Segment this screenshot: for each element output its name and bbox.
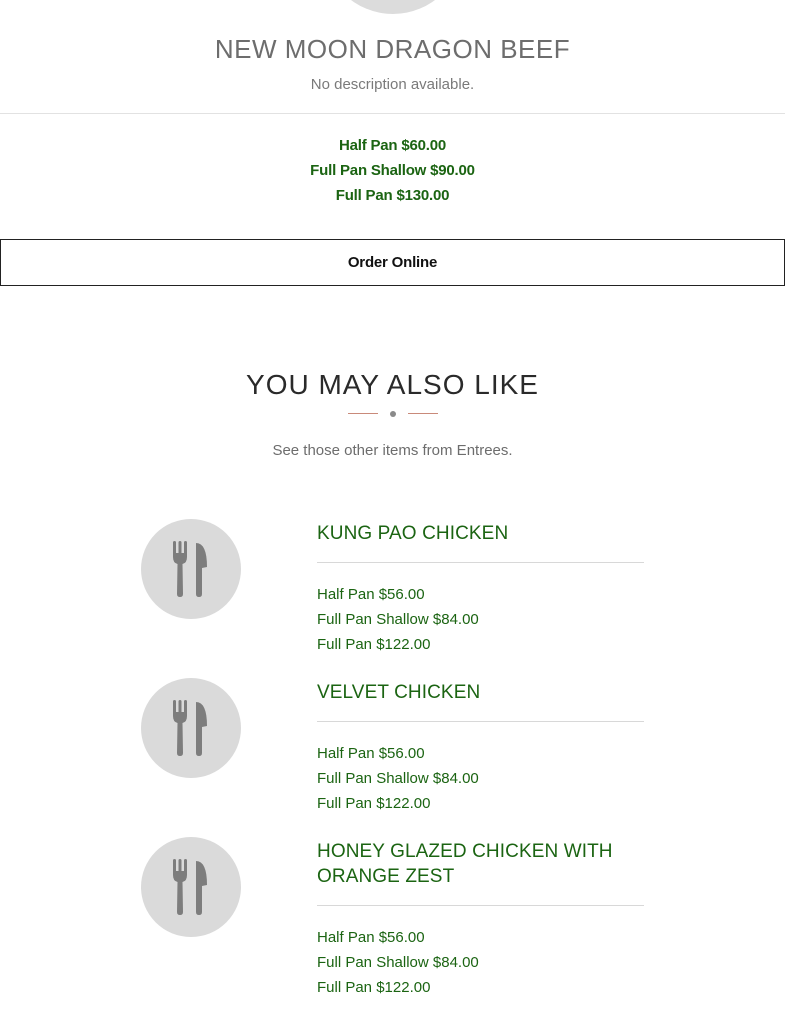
order-online-button[interactable]: Order Online [0,239,785,286]
price-option: Half Pan $56.00 [317,929,425,946]
section-title: YOU MAY ALSO LIKE [246,369,539,400]
price-option: Full Pan Shallow $84.00 [317,954,479,971]
divider [317,905,644,906]
item-thumbnail[interactable] [141,678,241,778]
item-name-link[interactable]: KUNG PAO CHICKEN [317,523,509,544]
price-option: Half Pan $60.00 [338,137,447,154]
product-title: NEW MOON DRAGON BEEF [214,34,571,64]
item-name-link[interactable]: VELVET CHICKEN [317,682,481,703]
fork-knife-icon [171,700,211,756]
price-option: Full Pan $130.00 [335,187,450,204]
product-description: No description available. [310,76,475,93]
section-subtitle: See those other items from Entrees. [272,442,513,459]
price-option: Full Pan Shallow $90.00 [310,162,475,179]
divider [0,113,785,114]
product-image [323,0,463,14]
price-option: Half Pan $56.00 [317,586,425,603]
divider [317,562,644,563]
price-option: Full Pan Shallow $84.00 [317,770,479,787]
item-prices [317,925,644,1000]
title-ornament [348,409,438,419]
fork-knife-icon [171,541,211,597]
price-option: Full Pan Shallow $84.00 [317,611,479,628]
item-thumbnail[interactable] [141,519,241,619]
product-prices [0,133,785,208]
divider [317,721,644,722]
item-thumbnail[interactable] [141,837,241,937]
price-option: Full Pan $122.00 [317,636,431,653]
item-name-link[interactable]: HONEY GLAZED CHICKEN WITH ORANGE ZEST [317,841,613,887]
item-prices [317,741,644,816]
price-option: Half Pan $56.00 [317,745,425,762]
price-option: Full Pan $122.00 [317,979,431,996]
fork-knife-icon [171,859,211,915]
price-option: Full Pan $122.00 [317,795,431,812]
item-prices [317,582,644,657]
